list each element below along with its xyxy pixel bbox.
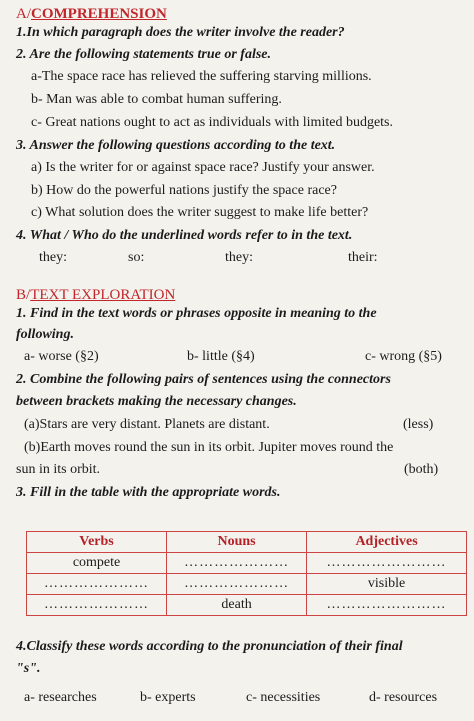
- section-a-heading: [16, 5, 167, 23]
- question-a3-c: c) What solution does the writer suggest to make life better?: [31, 205, 369, 220]
- table-cell: visible: [307, 574, 467, 595]
- word-family-table: [26, 531, 467, 616]
- table-cell: …………………: [27, 574, 167, 595]
- table-header-verbs: Verbs: [27, 532, 167, 553]
- question-b1-line1: 1. Find in the text words or phrases opposite in meaning to the: [16, 306, 377, 321]
- opposite-word-c: c- wrong (§5): [365, 349, 442, 364]
- reference-word-4: their:: [348, 250, 378, 265]
- table-row: [27, 574, 467, 595]
- question-b3: 3. Fill in the table with the appropriate words.: [16, 485, 281, 500]
- section-a-title: COMPREHENSION: [31, 6, 167, 22]
- reference-word-2: so:: [128, 250, 145, 265]
- table-cell: compete: [27, 553, 167, 574]
- question-a3-b: b) How do the powerful nations justify the space race?: [31, 183, 337, 198]
- connector-b: (both): [404, 462, 439, 477]
- classify-word-b: b- experts: [140, 690, 196, 705]
- connector-a: (less): [403, 417, 434, 432]
- sentence-pair-b-line2: sun in its orbit.: [16, 462, 101, 477]
- table-cell: …………………: [27, 595, 167, 616]
- reference-word-1: they:: [39, 250, 67, 265]
- table-cell: …………………: [167, 553, 307, 574]
- section-b-prefix: B/: [16, 287, 31, 303]
- statement-b: b- Man was able to combat human suffering.: [31, 92, 282, 107]
- question-a1: 1.In which paragraph does the writer involve the reader?: [16, 25, 345, 40]
- table-row: [27, 553, 467, 574]
- sentence-pair-a: (a)Stars are very distant. Planets are distant.: [24, 417, 270, 432]
- section-b-heading: [16, 286, 175, 304]
- table-cell: ……………………: [307, 595, 467, 616]
- classify-word-a: a- researches: [24, 690, 97, 705]
- sentence-pair-b-line1: (b)Earth moves round the sun in its orbit. Jupiter moves round the: [24, 440, 394, 455]
- table-cell: death: [167, 595, 307, 616]
- statement-c: c- Great nations ought to act as individuals with limited budgets.: [31, 115, 393, 130]
- question-a3: 3. Answer the following questions according to the text.: [16, 138, 336, 153]
- table-row: [27, 595, 467, 616]
- question-b2-line2: between brackets making the necessary changes.: [16, 394, 297, 409]
- table-cell: ……………………: [307, 553, 467, 574]
- question-b2-line1: 2. Combine the following pairs of sentences using the connectors: [16, 372, 391, 387]
- table-cell: …………………: [167, 574, 307, 595]
- table-header-adjectives: Adjectives: [307, 532, 467, 553]
- statement-a: a-The space race has relieved the suffering starving millions.: [31, 69, 372, 84]
- question-a4: 4. What / Who do the underlined words refer to in the text.: [16, 228, 353, 243]
- opposite-word-a: a- worse (§2): [24, 349, 99, 364]
- question-b4-line2: "s".: [16, 661, 41, 676]
- classify-word-d: d- resources: [369, 690, 438, 705]
- section-a-prefix: A/: [16, 6, 31, 22]
- question-a2: 2. Are the following statements true or false.: [16, 47, 271, 62]
- classify-word-c: c- necessities: [246, 690, 321, 705]
- table-header-nouns: Nouns: [167, 532, 307, 553]
- question-b1-line2: following.: [16, 327, 74, 342]
- question-a3-a: a) Is the writer for or against space race? Justify your answer.: [31, 160, 375, 175]
- table-header-row: [27, 532, 467, 553]
- section-b-title: TEXT EXPLORATION: [30, 287, 176, 303]
- reference-word-3: they:: [225, 250, 253, 265]
- question-b4-line1: 4.Classify these words according to the pronunciation of their final: [16, 639, 403, 654]
- opposite-word-b: b- little (§4): [187, 349, 255, 364]
